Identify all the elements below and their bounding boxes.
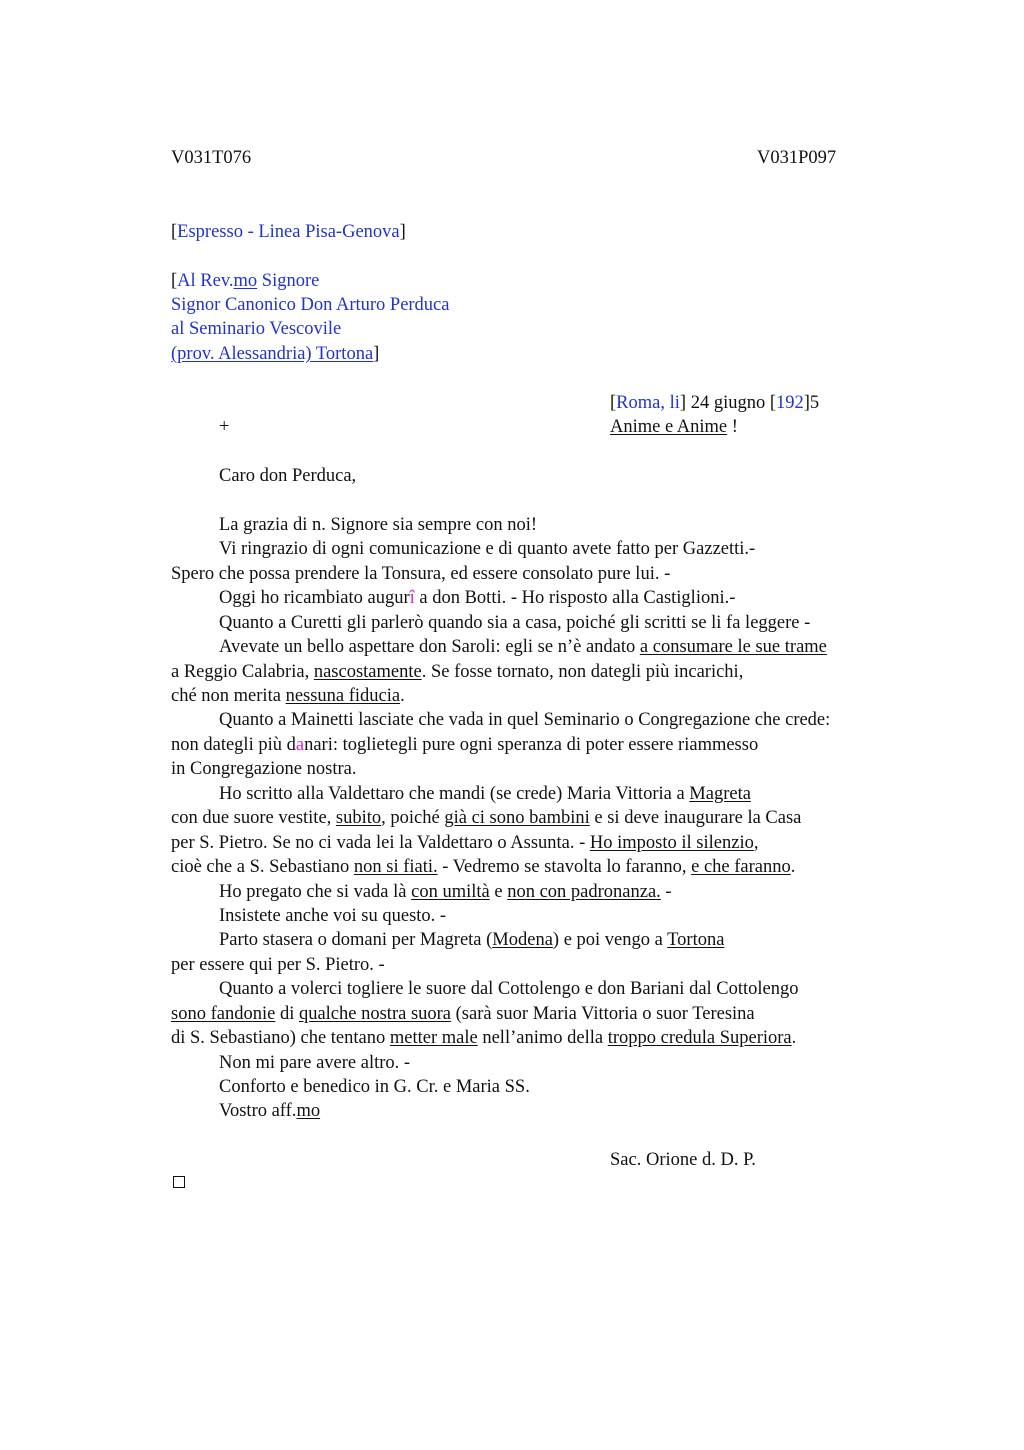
cross-mark: +: [219, 417, 230, 437]
body-line: Oggi ho ricambiato augurî a don Botti. - Ho risposto alla Castiglioni.-: [219, 588, 736, 608]
body-line: cioè che a S. Sebastiano non si fiati. - Vedremo se stavolta lo faranno, e che faranno.: [171, 857, 796, 877]
address-line-1: [Al Rev.mo Signore: [171, 271, 320, 291]
body-line: Conforto e benedico in G. Cr. e Maria SS.: [219, 1077, 530, 1097]
end-square-mark: [173, 1176, 185, 1188]
dateline: [Roma, li] 24 giugno [192]5: [610, 393, 820, 413]
doc-code-left: V031T076: [171, 148, 252, 168]
closing-line: Vostro aff.mo: [219, 1101, 321, 1121]
body-line: per S. Pietro. Se no ci vada lei la Valdettaro o Assunta. - Ho imposto il silenzio,: [171, 833, 759, 853]
body-line: in Congregazione nostra.: [171, 759, 357, 779]
motto: Anime e Anime !: [610, 417, 738, 437]
postal-note: [Espresso - Linea Pisa-Genova]: [171, 222, 406, 242]
body-line: a Reggio Calabria, nascostamente. Se fosse tornato, non dategli più incarichi,: [171, 662, 744, 682]
doc-code-right: V031P097: [757, 148, 837, 168]
body-line: sono fandonie di qualche nostra suora (sarà suor Maria Vittoria o suor Teresina: [171, 1004, 755, 1024]
body-line: Quanto a Mainetti lasciate che vada in quel Seminario o Congregazione che crede:: [219, 710, 831, 730]
address-line-3: al Seminario Vescovile: [171, 319, 342, 339]
body-line: con due suore vestite, subito, poiché già ci sono bambini e si deve inaugurare la Casa: [171, 808, 802, 828]
body-line: Quanto a volerci togliere le suore dal Cottolengo e don Bariani dal Cottolengo: [219, 979, 799, 999]
body-line: Quanto a Curetti gli parlerò quando sia a casa, poiché gli scritti se li fa leggere -: [219, 613, 811, 633]
body-line: La grazia di n. Signore sia sempre con noi!: [219, 515, 537, 535]
body-line: per essere qui per S. Pietro. -: [171, 955, 385, 975]
body-line: Vi ringrazio di ogni comunicazione e di quanto avete fatto per Gazzetti.-: [219, 539, 756, 559]
address-line-4: (prov. Alessandria) Tortona]: [171, 344, 380, 364]
address-line-2: Signor Canonico Don Arturo Perduca: [171, 295, 450, 315]
body-line: ché non merita nessuna fiducia.: [171, 686, 405, 706]
body-line: Spero che possa prendere la Tonsura, ed essere consolato pure lui. -: [171, 564, 671, 584]
body-line: Parto stasera o domani per Magreta (Modena) e poi vengo a Tortona: [219, 930, 725, 950]
body-line: di S. Sebastiano) che tentano metter male nell’animo della troppo credula Superiora.: [171, 1028, 797, 1048]
body-line: Avevate un bello aspettare don Saroli: egli se n’è andato a consumare le sue trame: [219, 637, 827, 657]
salutation: Caro don Perduca,: [219, 466, 357, 486]
body-line: Ho scritto alla Valdettaro che mandi (se crede) Maria Vittoria a Magreta: [219, 784, 751, 804]
signature: Sac. Orione d. D. P.: [610, 1150, 756, 1170]
body-line: Non mi pare avere altro. -: [219, 1053, 411, 1073]
body-line: Insistete anche voi su questo. -: [219, 906, 447, 926]
body-line: non dategli più danari: toglietegli pure ogni speranza di poter essere riammesso: [171, 735, 759, 755]
body-line: Ho pregato che si vada là con umiltà e non con padronanza. -: [219, 882, 672, 902]
